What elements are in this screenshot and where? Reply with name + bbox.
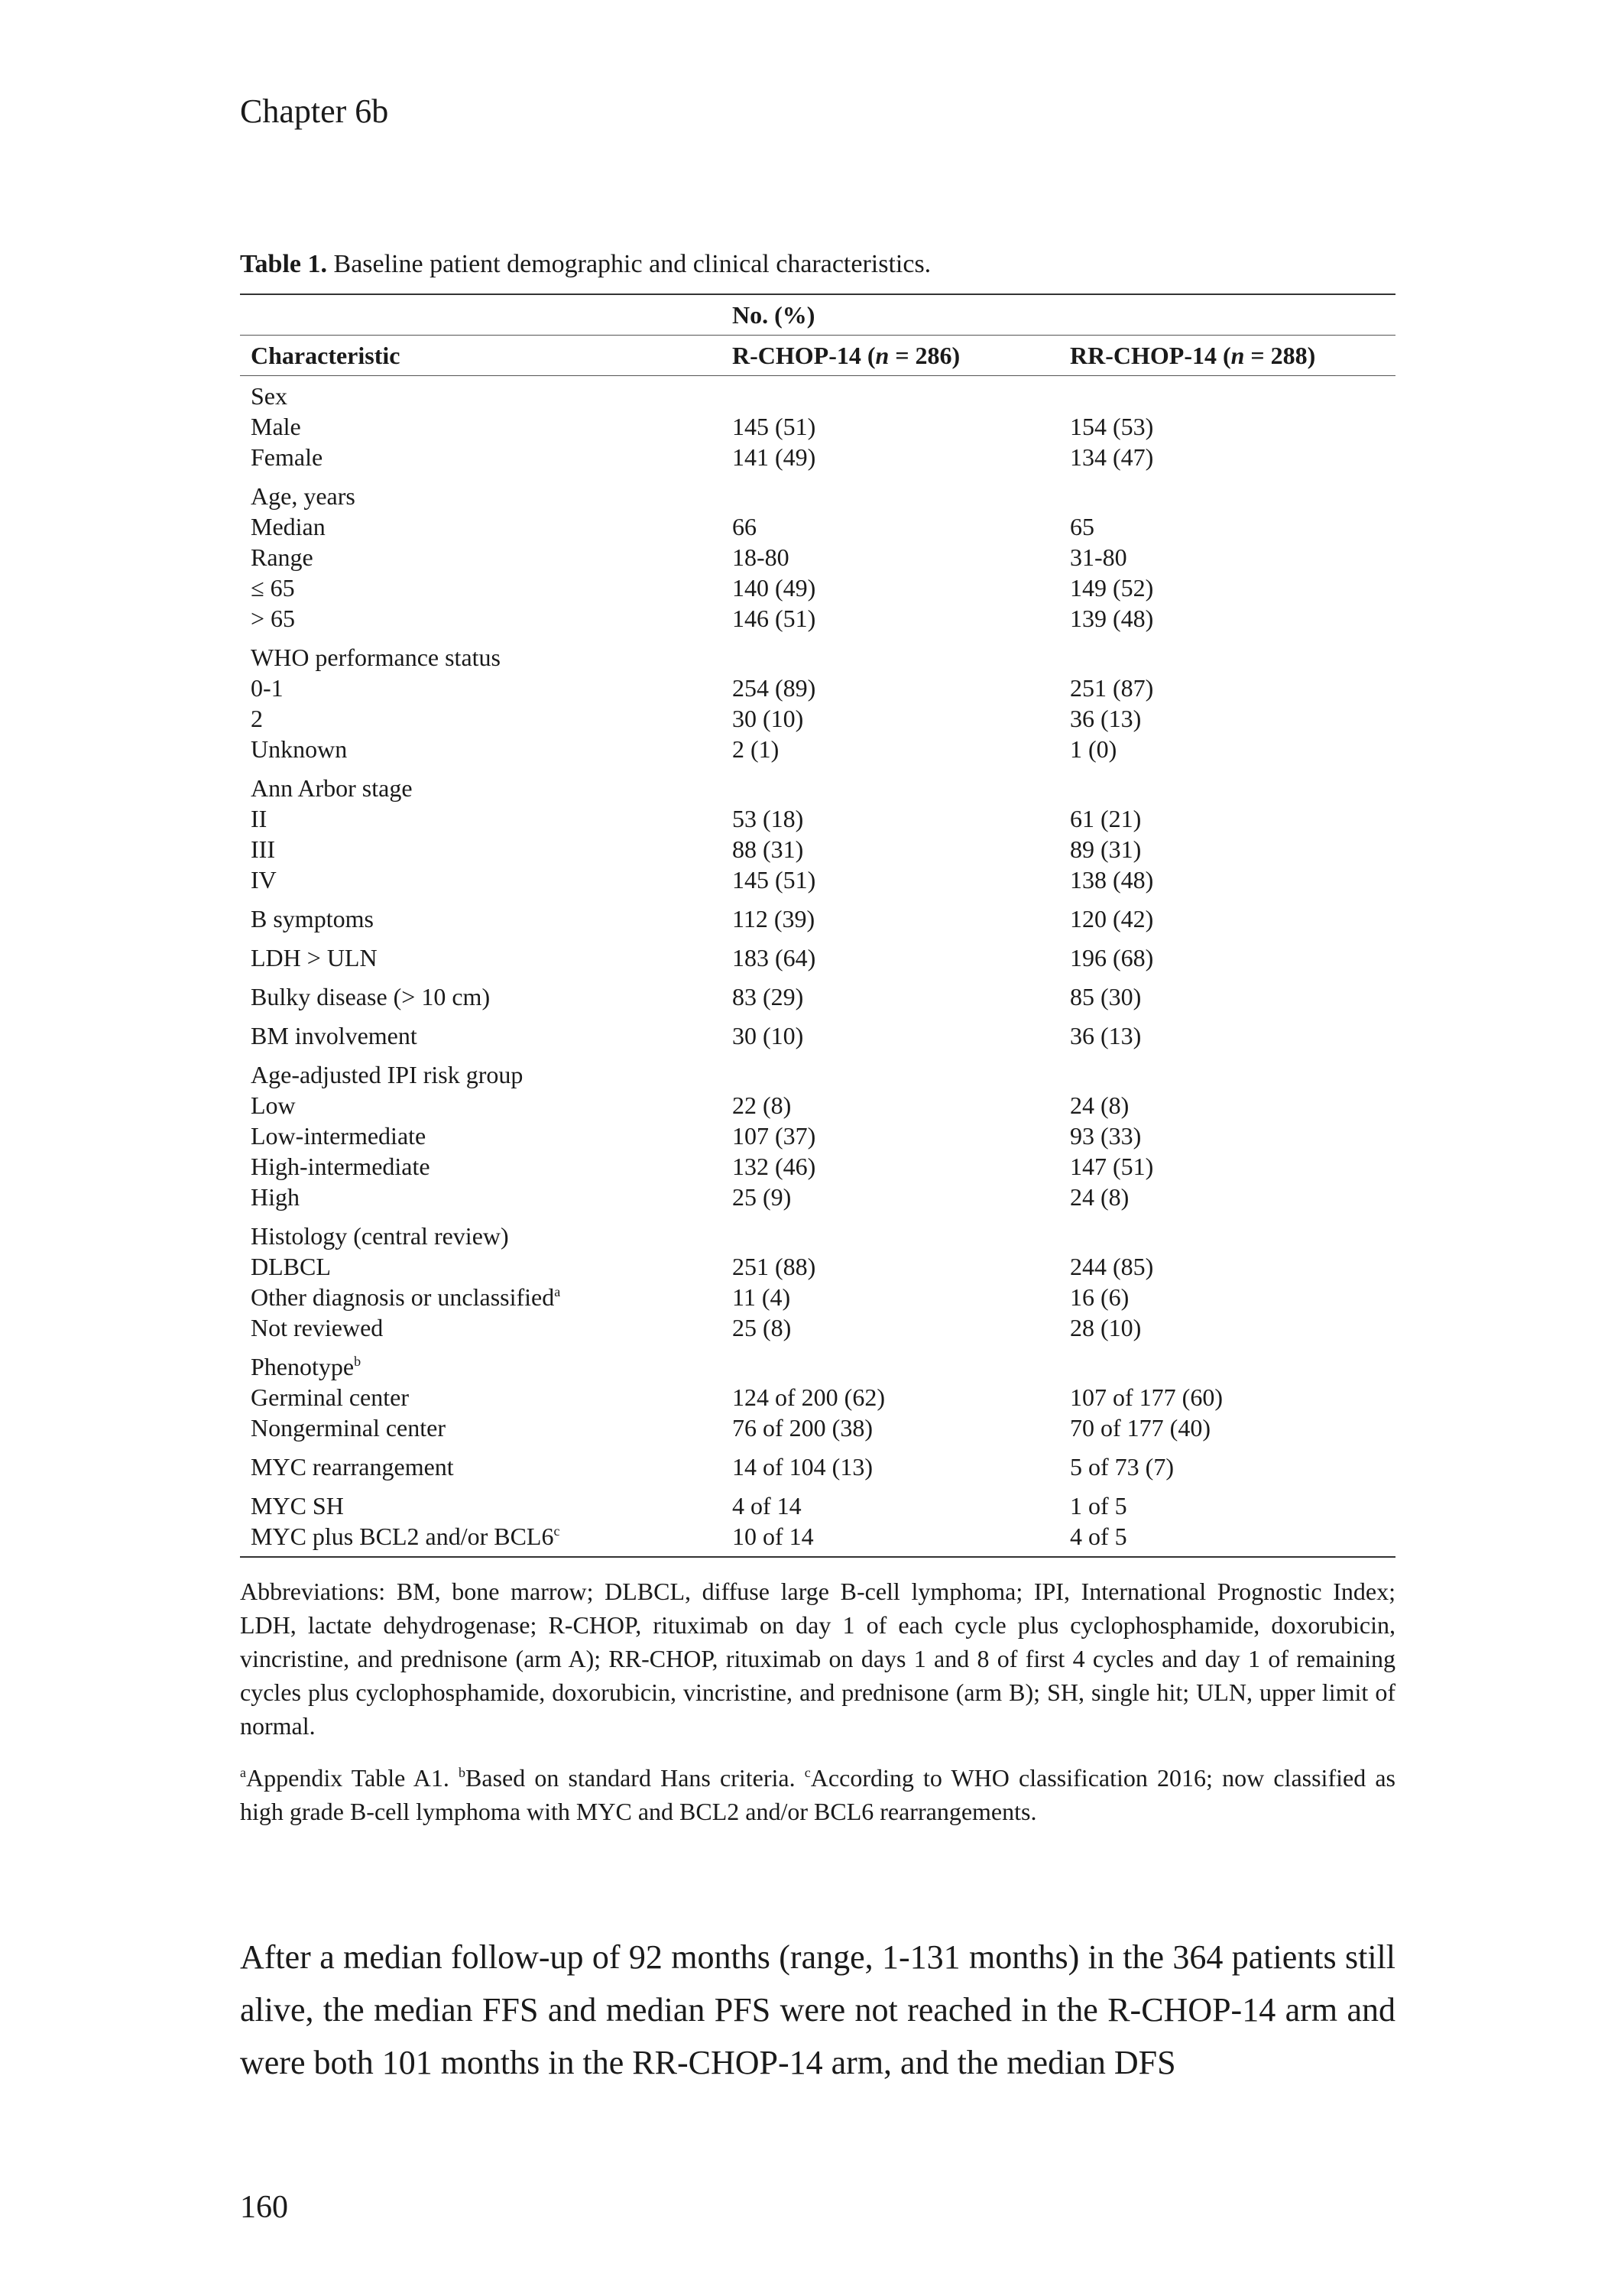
table-row [240,1412,1395,1443]
table-row [240,703,1395,734]
cell-rr-chop-14: 5 of 73 (7) [1070,1453,1174,1481]
cell-r-chop-14: 25 (8) [732,1314,792,1341]
row-group-gap [240,973,1395,981]
cell-r-chop-14: 254 (89) [732,674,816,702]
cell-characteristic: LDH > ULN [251,944,378,971]
row-group-gap [240,1343,1395,1351]
cell-r-chop-14: 18-80 [732,543,789,571]
cell-characteristic: Ann Arbor stage [251,774,413,802]
row-group-gap [240,895,1395,903]
cell-rr-chop-14: 65 [1070,513,1094,540]
footnote-c-mark: c [804,1765,811,1780]
column-header-rr-chop-14: RR-CHOP-14 (n = 288) [1070,342,1316,369]
row-group-gap [240,634,1395,642]
cell-r-chop-14: 76 of 200 (38) [732,1414,873,1442]
cell-rr-chop-14: 120 (42) [1070,905,1154,932]
cell-r-chop-14: 2 (1) [732,735,780,763]
table-row [240,442,1395,472]
table-row [240,542,1395,572]
cell-characteristic: MYC plus BCL2 and/or BCL6$^c$ [251,1523,560,1550]
cell-characteristic: Male [251,413,301,440]
body-paragraph: After a median follow-up of 92 months (range, 1-131 months) in the 364 patients still alive, the median FFS and median PFS were not reached in the R-CHOP-14 arm and were both 101 months in the RR-CHOP-14 arm, and the median DFS [240,1938,1395,2081]
table-row [240,1490,1395,1521]
table-row [240,1121,1395,1151]
running-head: Chapter 6b [240,92,389,130]
cell-characteristic: Low [251,1091,296,1119]
table-row [240,1251,1395,1282]
table-row [240,981,1395,1012]
footnote-a-text: Appendix Table A1. [246,1764,459,1792]
cell-rr-chop-14: 1 of 5 [1070,1492,1127,1519]
cell-r-chop-14: 53 (18) [732,805,804,832]
column-header-characteristic: Characteristic [251,342,400,369]
row-group-gap [240,1051,1395,1059]
cell-r-chop-14: 145 (51) [732,866,816,894]
table-row [240,1221,1395,1251]
cell-r-chop-14: 112 (39) [732,905,815,932]
cell-r-chop-14: 183 (64) [732,944,816,971]
table-row [240,642,1395,673]
cell-rr-chop-14: 28 (10) [1070,1314,1142,1341]
cell-r-chop-14: 4 of 14 [732,1492,802,1519]
cell-characteristic: Histology (central review) [251,1222,509,1250]
cell-characteristic: IV [251,866,277,894]
cell-rr-chop-14: 251 (87) [1070,674,1154,702]
cell-rr-chop-14: 36 (13) [1070,705,1142,732]
cell-characteristic: MYC SH [251,1492,344,1519]
cell-rr-chop-14: 85 (30) [1070,983,1142,1010]
baseline-characteristics-table [240,294,1395,1558]
cell-r-chop-14: 14 of 104 (13) [732,1453,873,1481]
cell-rr-chop-14: 244 (85) [1070,1253,1154,1280]
cell-r-chop-14: 30 (10) [732,705,804,732]
row-group-gap [240,1482,1395,1490]
table-row [240,803,1395,834]
footnote-b-text: Based on standard Hans criteria. [465,1764,805,1792]
cell-rr-chop-14: 36 (13) [1070,1022,1142,1049]
cell-rr-chop-14: 139 (48) [1070,605,1154,632]
cell-characteristic: DLBCL [251,1253,331,1280]
cell-characteristic: Median [251,513,326,540]
table-row [240,1151,1395,1182]
cell-r-chop-14: 141 (49) [732,443,816,471]
table-row [240,411,1395,442]
table-row [240,511,1395,542]
row-group-gap [240,472,1395,481]
cell-rr-chop-14: 93 (33) [1070,1122,1142,1150]
table-row [240,864,1395,895]
cell-characteristic: Other diagnosis or unclassified$^a$ [251,1283,561,1311]
row-group-gap [240,1012,1395,1020]
cell-r-chop-14: 132 (46) [732,1153,816,1180]
row-group-gap [240,1443,1395,1451]
cell-rr-chop-14: 134 (47) [1070,443,1154,471]
table-row [240,734,1395,764]
footnote-marker: a [554,1284,561,1299]
table-row [240,942,1395,973]
cell-characteristic: Sex [251,382,287,410]
table-row [240,603,1395,634]
cell-r-chop-14: 11 (4) [732,1283,791,1311]
table-row [240,1382,1395,1412]
table-body [240,376,1395,1556]
row-group-gap [240,934,1395,942]
table-row [240,572,1395,603]
cell-characteristic: III [251,835,275,863]
table-header-group-row [240,295,1395,335]
cell-r-chop-14: 145 (51) [732,413,816,440]
table-row [240,481,1395,511]
cell-r-chop-14: 22 (8) [732,1091,792,1119]
cell-characteristic: High-intermediate [251,1153,430,1180]
table-row [240,1059,1395,1090]
cell-characteristic: ≤ 65 [251,574,295,602]
cell-characteristic: Germinal center [251,1383,409,1411]
cell-characteristic: Female [251,443,323,471]
cell-characteristic: Nongerminal center [251,1414,446,1442]
cell-characteristic: BM involvement [251,1022,417,1049]
footnote-a-mark: a [240,1765,246,1780]
table-row [240,1020,1395,1051]
cell-rr-chop-14: 24 (8) [1070,1091,1130,1119]
cell-characteristic: High [251,1183,300,1211]
cell-characteristic: Not reviewed [251,1314,384,1341]
table-row [240,381,1395,411]
cell-characteristic: B symptoms [251,905,374,932]
cell-r-chop-14: 140 (49) [732,574,816,602]
cell-rr-chop-14: 24 (8) [1070,1183,1130,1211]
table-row [240,903,1395,934]
footnote-marker: c [553,1523,560,1539]
cell-characteristic: Age-adjusted IPI risk group [251,1061,524,1088]
cell-rr-chop-14: 147 (51) [1070,1153,1154,1180]
cell-characteristic: Unknown [251,735,348,763]
footnote-b-mark: b [459,1765,466,1780]
table-row [240,1090,1395,1121]
page-number: 160 [240,2190,288,2225]
table-caption [240,248,1395,281]
cell-rr-chop-14: 138 (48) [1070,866,1154,894]
cell-rr-chop-14: 154 (53) [1070,413,1154,440]
table-row [240,1182,1395,1212]
table-row [240,1351,1395,1382]
cell-characteristic: Bulky disease (> 10 cm) [251,983,491,1010]
footnote-marker: b [354,1354,361,1369]
cell-r-chop-14: 251 (88) [732,1253,816,1280]
cell-rr-chop-14: 31-80 [1070,543,1127,571]
cell-r-chop-14: 30 (10) [732,1022,804,1049]
table-row [240,1451,1395,1482]
table-row [240,1312,1395,1343]
footnote-c-text: According to WHO classification 2016; now classified as high grade B-cell lymphoma with MYC and BCL2 and/or BCL6 rearrangements. [240,1764,1396,1825]
table-row [240,1282,1395,1312]
cell-characteristic: > 65 [251,605,296,632]
header-group-label: No. (%) [732,301,815,329]
table-bottom-rule [240,1556,1395,1558]
cell-r-chop-14: 66 [732,513,757,540]
cell-r-chop-14: 146 (51) [732,605,816,632]
table-caption-label: Table 1. [240,250,328,278]
cell-characteristic: 0-1 [251,674,284,702]
cell-r-chop-14: 10 of 14 [732,1523,814,1550]
table-caption-text: Baseline patient demographic and clinical characteristics. [327,250,932,278]
cell-r-chop-14: 88 (31) [732,835,804,863]
cell-r-chop-14: 107 (37) [732,1122,816,1150]
cell-rr-chop-14: 149 (52) [1070,574,1154,602]
cell-rr-chop-14: 16 (6) [1070,1283,1130,1311]
row-group-gap [240,1212,1395,1221]
cell-rr-chop-14: 89 (31) [1070,835,1142,863]
cell-characteristic: 2 [251,705,263,732]
cell-characteristic: II [251,805,267,832]
column-header-r-chop-14: R-CHOP-14 (n = 286) [732,342,961,369]
cell-rr-chop-14: 4 of 5 [1070,1523,1127,1550]
footnotes [240,1761,1395,1828]
table-header-row [240,336,1395,375]
cell-r-chop-14: 124 of 200 (62) [732,1383,885,1411]
cell-characteristic: Range [251,543,313,571]
cell-rr-chop-14: 196 (68) [1070,944,1154,971]
cell-characteristic: MYC rearrangement [251,1453,454,1481]
cell-rr-chop-14: 107 of 177 (60) [1070,1383,1223,1411]
cell-r-chop-14: 83 (29) [732,983,804,1010]
cell-characteristic: Low-intermediate [251,1122,426,1150]
row-group-gap [240,764,1395,773]
cell-characteristic: WHO performance status [251,644,501,671]
cell-rr-chop-14: 1 (0) [1070,735,1117,763]
cell-rr-chop-14: 70 of 177 (40) [1070,1414,1211,1442]
table-row [240,773,1395,803]
cell-characteristic: Phenotype$^b$ [251,1353,361,1380]
abbreviations-note: Abbreviations: BM, bone marrow; DLBCL, diffuse large B-cell lymphoma; IPI, International Prognostic Index; LDH, lactate dehydrogenase; R-CHOP, rituximab on day 1 of each cycle plus cyclophosphamide, doxorubicin, vincristine, and prednisone (arm A); RR-CHOP, rituximab on days 1 and 8 of first 4 cycles and day 1 of remaining cycles plus cyclophosphamide, doxorubicin, vincristine, and prednisone (arm B); SH, single hit; ULN, upper limit of normal. [240,1578,1395,1740]
table-notes [240,1575,1395,1828]
table-row [240,1521,1395,1552]
cell-r-chop-14: 25 (9) [732,1183,792,1211]
table-row [240,673,1395,703]
cell-characteristic: Age, years [251,482,355,510]
table-row [240,834,1395,864]
cell-rr-chop-14: 61 (21) [1070,805,1142,832]
